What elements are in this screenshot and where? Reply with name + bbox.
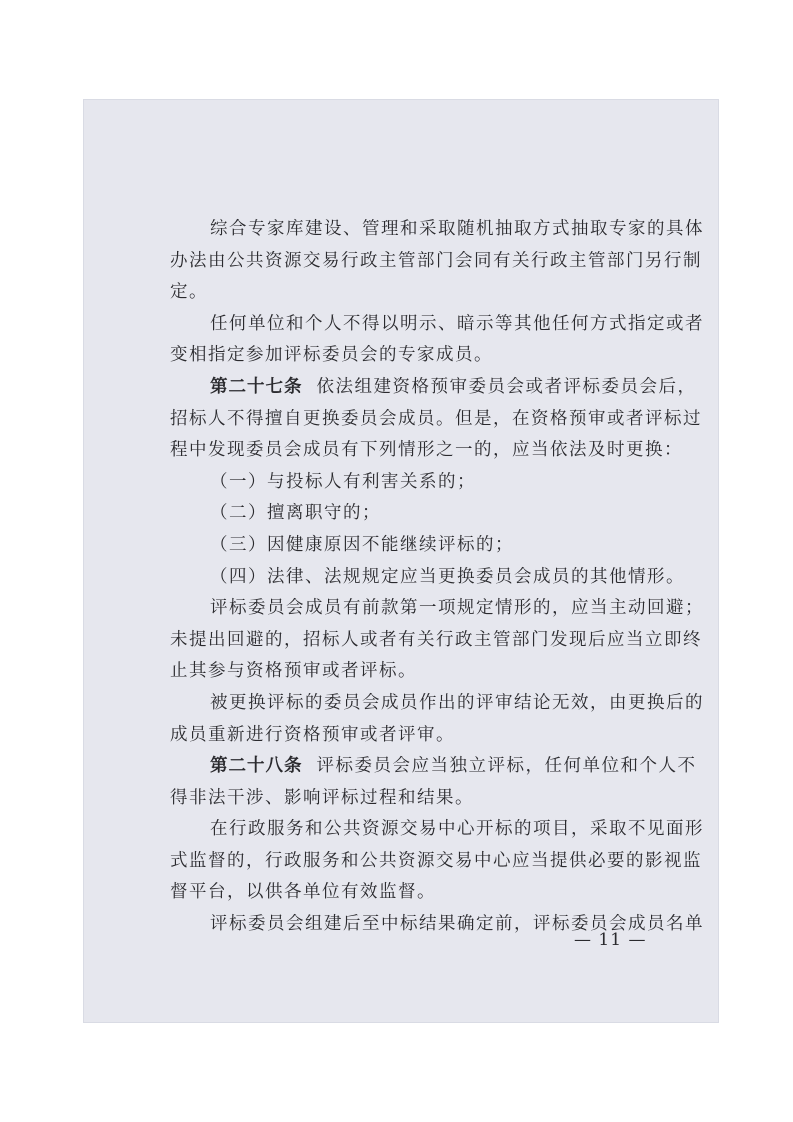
text-line [170,846,702,878]
page-number: — 11 — [574,930,647,950]
text-line [170,877,690,909]
line-text: 式监督的，行政服务和公共资源交易中心应当提供必要的影视监 [170,850,702,871]
line-text: 依法组建资格预审委员会或者评标委员会后， [316,376,697,397]
line-text: 综合专家库建设、管理和采取随机抽取方式抽取专家的具体 [210,219,704,239]
line-text: 招标人不得擅自更换委员会成员。但是，在资格预审或者评标过 [170,408,702,429]
text-line [170,214,704,246]
text-line [170,562,690,594]
text-line [170,625,702,657]
text-line [170,372,697,404]
text-line [170,340,690,372]
line-text: （二）擅离职守的； [210,503,381,524]
line-text: 督平台，以供各单位有效监督。 [170,882,436,903]
line-text: 在行政服务和公共资源交易中心开标的项目，采取不见面形 [210,819,704,840]
text-line [170,751,697,783]
text-line [170,656,690,688]
text-line [170,720,690,752]
line-text: 程中发现委员会成员有下列情形之一的，应当依法及时更换： [170,440,683,461]
line-text: 评标委员会成员有前款第一项规定情形的，应当主动回避； [210,598,704,619]
text-line [170,309,704,341]
line-text: （三）因健康原因不能继续评标的； [210,534,514,555]
line-text: 任何单位和个人不得以明示、暗示等其他任何方式指定或者 [210,313,704,334]
line-text: 被更换评标的委员会成员作出的评审结论无效，由更换后的 [210,692,704,713]
text-line [170,246,702,278]
line-text: 得非法干涉、影响评标过程和结果。 [170,787,474,808]
line-text: 办法由公共资源交易行政主管部门会同有关行政主管部门另行制 [170,250,702,271]
text-line [170,498,690,530]
line-text: 成员重新进行资格预审或者评审。 [170,724,455,745]
line-text: 评标委员会组建后至中标结果确定前，评标委员会成员名单 [210,914,704,935]
line-text: 未提出回避的，招标人或者有关行政主管部门发现后应当立即终 [170,629,702,650]
text-line [170,593,704,625]
line-text: 定。 [170,282,208,303]
text-line [170,814,704,846]
line-text: （四）法律、法规规定应当更换委员会成员的其他情形。 [210,566,685,587]
line-text: 止其参与资格预审或者评标。 [170,661,417,682]
document-body [170,214,704,941]
text-line [170,277,690,309]
article-number: 第二十八条 [210,756,303,777]
text-line [170,435,690,467]
text-line [170,404,702,436]
article-number: 第二十七条 [210,376,303,397]
text-line [170,530,690,562]
text-line [170,467,690,499]
text-line [170,783,690,815]
text-line [170,688,704,720]
line-text: （一）与投标人有利害关系的； [210,471,476,492]
line-text: 变相指定参加评标委员会的专家成员。 [170,345,493,366]
line-text: 评标委员会应当独立评标，任何单位和个人不 [316,756,697,777]
